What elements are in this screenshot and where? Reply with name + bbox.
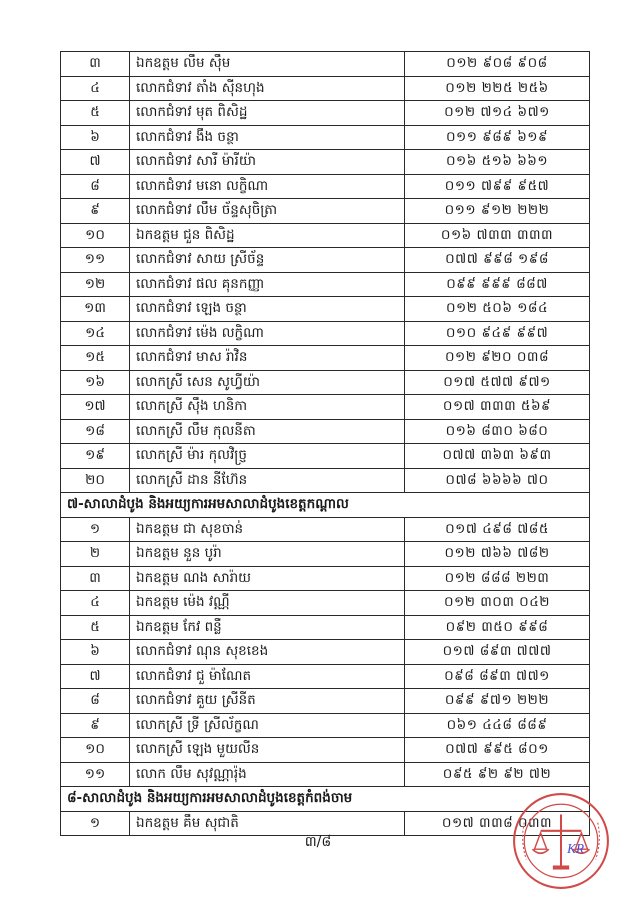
section-title: ៨-សាលាដំបូង និងអយ្យការអមសាលាដំបូងខេត្តកំពង់ចាម <box>61 787 590 812</box>
section-header-row <box>61 493 590 518</box>
table-row <box>61 272 590 297</box>
row-number: ១៥ <box>61 346 130 371</box>
stamp-initials: KR <box>567 841 585 857</box>
person-name: លោកជំទាវ មាស រ៉ាវិន <box>130 346 405 371</box>
row-number: ២ <box>61 542 130 567</box>
person-name: លោកជំទាវ ណុន សុខខេង <box>130 640 405 665</box>
table-row <box>61 370 590 395</box>
table-row <box>61 101 590 126</box>
row-number: ៦ <box>61 640 130 665</box>
table-row <box>61 542 590 567</box>
phone-number: ០១២ ៨៨៨ ២២៣ <box>405 566 590 591</box>
table-row <box>61 444 590 469</box>
phone-number: ០១៧ ៤៩៨ ៧៨៥ <box>405 517 590 542</box>
row-number: ១២ <box>61 272 130 297</box>
table-row <box>61 395 590 420</box>
table-row <box>61 468 590 493</box>
table-row <box>61 223 590 248</box>
row-number: ៧ <box>61 664 130 689</box>
person-name: លោកស្រី ឡេង មួយលីន <box>130 738 405 763</box>
person-name: លោកជំទាវ លឹម ច័ន្ទសុចិត្រា <box>130 199 405 224</box>
person-name: លោកជំទាវ ជួ ម៉ាណែត <box>130 664 405 689</box>
person-name: លោកជំទាវ គួយ ស្រីនីត <box>130 689 405 714</box>
person-name: ឯកឧត្តម កែវ ពន្លឺ <box>130 615 405 640</box>
phone-number: ០៧៨ ៦៦៦៦ ៧០ <box>405 468 590 493</box>
phone-number: ០១០ ៩៤៩ ៩៩៧ <box>405 321 590 346</box>
row-number: ៩ <box>61 199 130 224</box>
phone-number: ០១១ ៩១២ ២២២ <box>405 199 590 224</box>
row-number: ១០ <box>61 738 130 763</box>
person-name: ឯកឧត្តម នួន បូរ៉ា <box>130 542 405 567</box>
phone-number: ០៦១ ៤៤៨ ៨៨៩ <box>405 713 590 738</box>
row-number: ៩ <box>61 713 130 738</box>
person-name: លោកជំទាវ មុត ពិសិដ្ឋ <box>130 101 405 126</box>
row-number: ១៧ <box>61 395 130 420</box>
row-number: ១៤ <box>61 321 130 346</box>
official-seal-stamp <box>510 790 612 892</box>
row-number: ១៩ <box>61 444 130 469</box>
phone-number: ០១៧ ៣៣៣ ៥៦៩ <box>405 395 590 420</box>
person-name: លោកជំទាវ តាំង ស៊ីនហុង <box>130 76 405 101</box>
phone-number: ០១៦ ៧៣៣ ៣៣៣ <box>405 223 590 248</box>
phone-number: ០៩៩ ៩៧១ ២២២ <box>405 689 590 714</box>
person-name: ឯកឧត្តម គឹម សុជាតិ <box>130 811 405 836</box>
phone-number: ០១៧ ៣៣៨ ០៣៣ <box>405 811 590 836</box>
row-number: ១១ <box>61 248 130 273</box>
table-row <box>61 76 590 101</box>
person-name: ឯកឧត្តម ជា សុខចាន់ <box>130 517 405 542</box>
phone-number: ០១៦ ៨៣០ ៦៨០ <box>405 419 590 444</box>
person-name: លោកជំទាវ ងឹង ចន្ថា <box>130 125 405 150</box>
phone-number: ០១១ ៩៨៩ ៦១៩ <box>405 125 590 150</box>
row-number: ៣ <box>61 566 130 591</box>
row-number: ១៣ <box>61 297 130 322</box>
person-name: លោកស្រី ដាន នីហ៊ែន <box>130 468 405 493</box>
row-number: ១១ <box>61 762 130 787</box>
table-row <box>61 713 590 738</box>
person-name: លោកជំទាវ ឡេង ចន្ថា <box>130 297 405 322</box>
table-row <box>61 150 590 175</box>
row-number: ៨ <box>61 689 130 714</box>
person-name: លោកស្រី ទ្រី ស្រីល័ក្ខណ <box>130 713 405 738</box>
row-number: ៥ <box>61 101 130 126</box>
row-number: ៧ <box>61 150 130 175</box>
row-number: ៤ <box>61 76 130 101</box>
phone-number: ០១៧ ៨៩៣ ៧៧៧ <box>405 640 590 665</box>
table-row <box>61 199 590 224</box>
phone-number: ០៩៨ ៨៩៣ ៧៧១ <box>405 664 590 689</box>
person-name: លោកស្រី ម៉ារ កុលវិច្រ្ញ <box>130 444 405 469</box>
person-name: លោកជំទាវ មនោ លក្ខិណា <box>130 174 405 199</box>
table-row <box>61 664 590 689</box>
phone-number: ០៩២ ៣៥០ ៩៩៨ <box>405 615 590 640</box>
table-row <box>61 591 590 616</box>
table-row <box>61 738 590 763</box>
table-row <box>61 174 590 199</box>
person-name: លោក លឹម សុវណ្ណារ៉ុង <box>130 762 405 787</box>
phone-number: ០១៦ ៥១៦ ៦៦១ <box>405 150 590 175</box>
phone-number: ០៧៧ ៩៩៥ ៨០១ <box>405 738 590 763</box>
phone-number: ០១២ ២២៥ ២៥៦ <box>405 76 590 101</box>
phone-number: ០១២ ៩០៨ ៩០៨ <box>405 52 590 77</box>
person-name: លោកជំទាវ ម៉េង លក្ខិណា <box>130 321 405 346</box>
row-number: ៦ <box>61 125 130 150</box>
row-number: ១ <box>61 811 130 836</box>
phone-number: ០៩៩ ៩៩៩ ៨៨៧ <box>405 272 590 297</box>
person-name: ឯកឧត្តម ណង សារ៉ាយ <box>130 566 405 591</box>
roster-table <box>60 51 590 836</box>
table-row <box>61 419 590 444</box>
row-number: ៥ <box>61 615 130 640</box>
table-row <box>61 689 590 714</box>
row-number: ១ <box>61 517 130 542</box>
page-number: ៣/៨ <box>304 834 332 850</box>
phone-number: ០១២ ៣០៣ ០៤២ <box>405 591 590 616</box>
phone-number: ០១១ ៧៩៩ ៩៥៧ <box>405 174 590 199</box>
table-row <box>61 125 590 150</box>
row-number: ១៨ <box>61 419 130 444</box>
person-name: ឯកឧត្តម ម៉េង វណ្ណី <box>130 591 405 616</box>
table-row <box>61 248 590 273</box>
table-row <box>61 762 590 787</box>
table-row <box>61 640 590 665</box>
person-name: លោកស្រី សេន សូហ្វីយ៉ា <box>130 370 405 395</box>
phone-number: ០១២ ៧៦៦ ៧៨២ <box>405 542 590 567</box>
row-number: ៨ <box>61 174 130 199</box>
row-number: ១០ <box>61 223 130 248</box>
table-row <box>61 346 590 371</box>
row-number: ៣ <box>61 52 130 77</box>
person-name: លោកជំទាវ សារី ម៉ារីយ៉ា <box>130 150 405 175</box>
row-number: ៤ <box>61 591 130 616</box>
phone-number: ០៧៧ ៣៦៣ ៦៩៣ <box>405 444 590 469</box>
phone-number: ០១២ ៥០៦ ១៨៤ <box>405 297 590 322</box>
phone-number: ០១២ ៧១៤ ៦៧១ <box>405 101 590 126</box>
person-name: លោកស្រី ស៊ឹង ហនិកា <box>130 395 405 420</box>
row-number: ១៦ <box>61 370 130 395</box>
person-name: លោកស្រី លឹម កុលនីតា <box>130 419 405 444</box>
table-row <box>61 615 590 640</box>
phone-number: ០១៧ ៥៧៧ ៩៧១ <box>405 370 590 395</box>
person-name: លោកជំទាវ សាយ ស្រីច័ន្ទ <box>130 248 405 273</box>
phone-number: ០១២ ៩២០ ០៣៨ <box>405 346 590 371</box>
row-number: ២០ <box>61 468 130 493</box>
person-name: លោកជំទាវ ផល គុនកញ្ញា <box>130 272 405 297</box>
table-row <box>61 297 590 322</box>
table-row <box>61 321 590 346</box>
table-row <box>61 52 590 77</box>
phone-number: ០៧៧ ៩៩៨ ១៩៨ <box>405 248 590 273</box>
person-name: ឯកឧត្តម ជួន ពិសិដ្ឋ <box>130 223 405 248</box>
table-row <box>61 566 590 591</box>
person-name: ឯកឧត្តម លឹម ស៊ឹម <box>130 52 405 77</box>
section-title: ៧-សាលាដំបូង និងអយ្យការអមសាលាដំបូងខេត្តកណ្តាល <box>61 493 590 518</box>
table-row <box>61 517 590 542</box>
phone-number: ០៩៥ ៩២ ៩២ ៧២ <box>405 762 590 787</box>
